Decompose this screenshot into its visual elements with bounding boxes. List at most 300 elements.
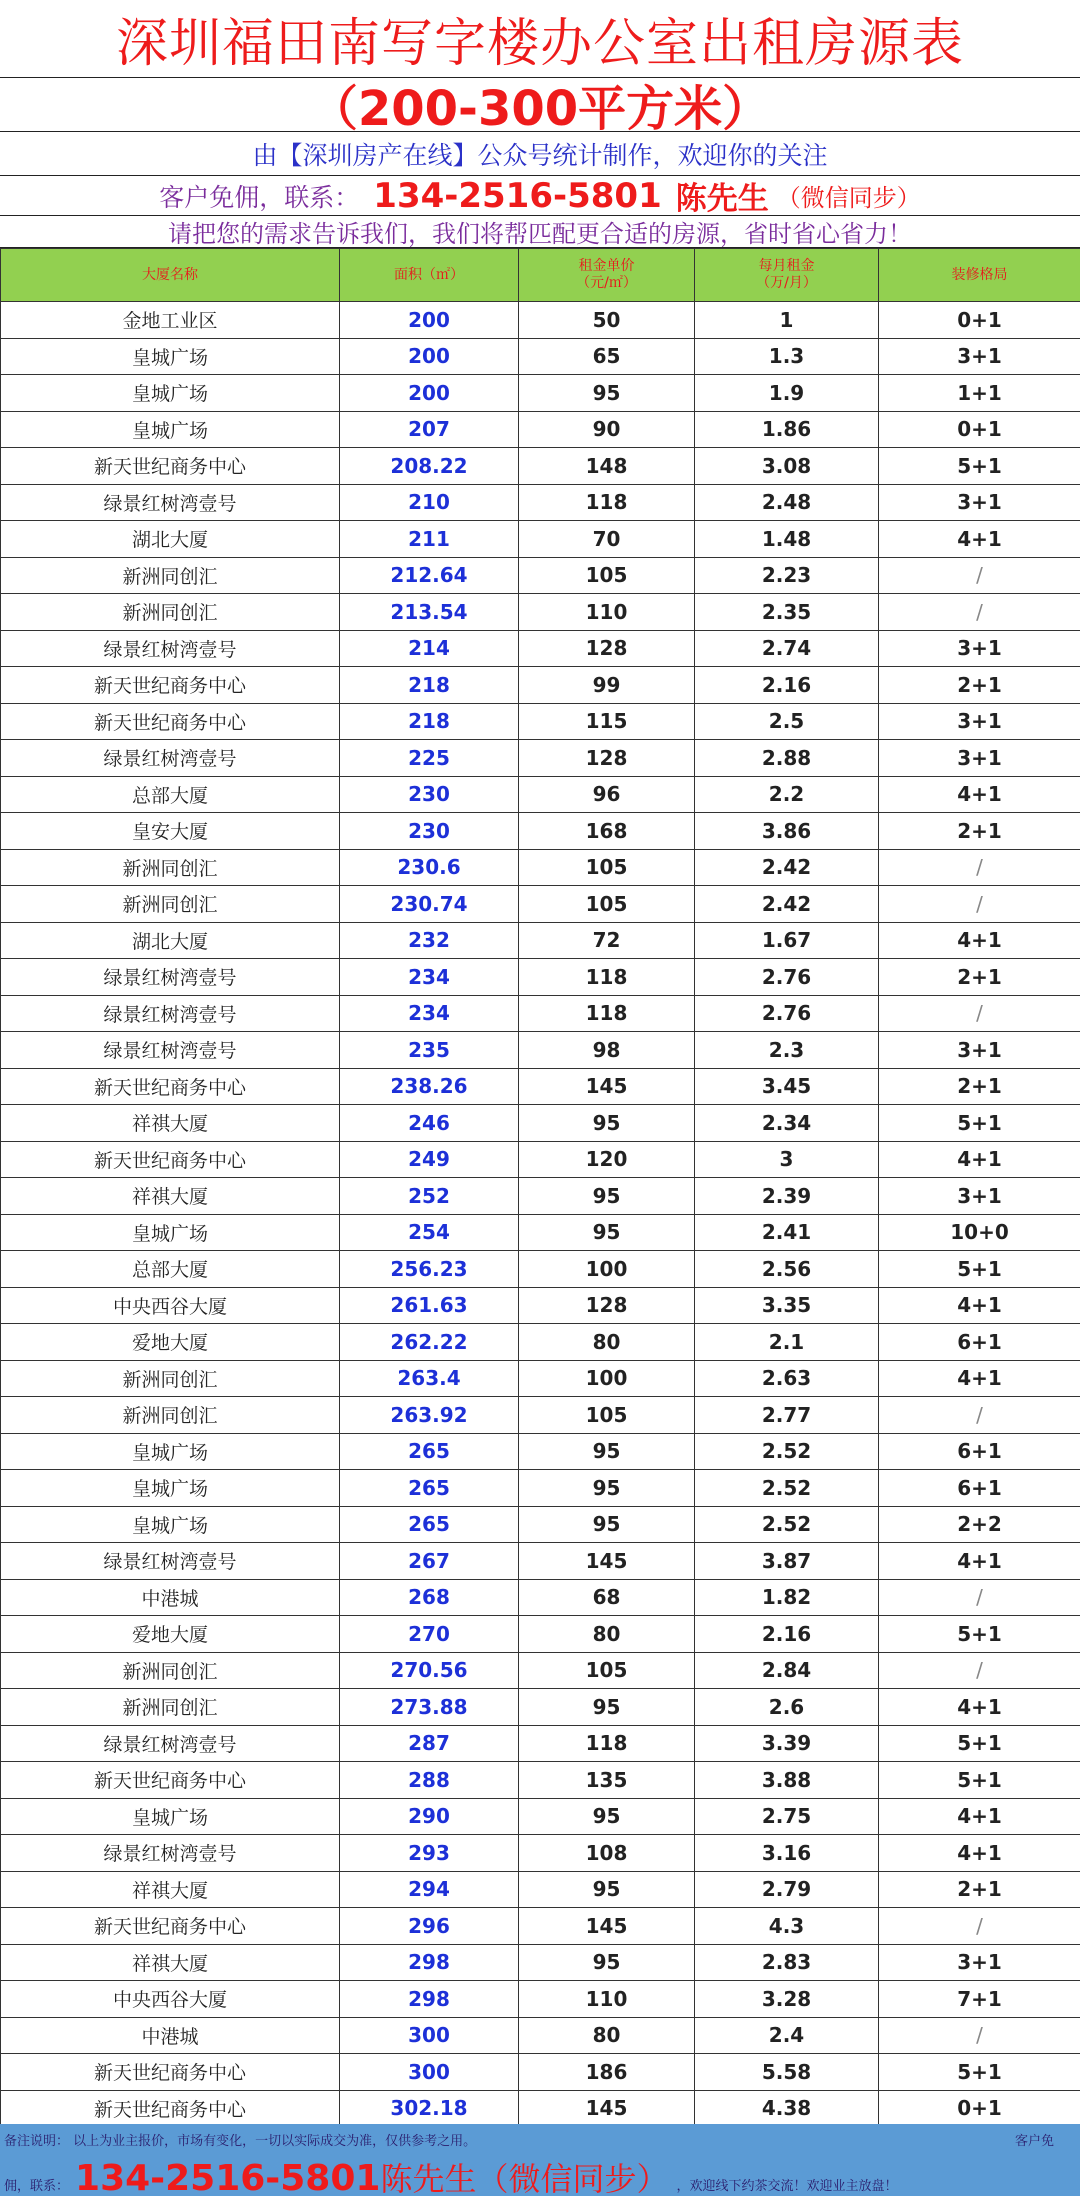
table-row bbox=[1, 1032, 1080, 1069]
monthly-rent-value: 3.08 bbox=[695, 448, 879, 485]
table-row bbox=[1, 1652, 1080, 1689]
monthly-rent-value: 2.35 bbox=[695, 594, 879, 631]
unit-price-value: 80 bbox=[519, 2017, 695, 2054]
monthly-rent-value: 1.67 bbox=[695, 922, 879, 959]
monthly-rent-value: 2.23 bbox=[695, 557, 879, 594]
layout-value: 6+1 bbox=[879, 1470, 1080, 1507]
layout-value: 4+1 bbox=[879, 1287, 1080, 1324]
unit-price-value: 105 bbox=[519, 886, 695, 923]
table-row bbox=[1, 411, 1080, 448]
area-value: 300 bbox=[340, 2054, 519, 2091]
unit-price-value: 95 bbox=[519, 1470, 695, 1507]
page-title: 深圳福田南写字楼办公室出租房源表 bbox=[0, 0, 1080, 78]
building-name: 新天世纪商务中心 bbox=[1, 703, 340, 740]
unit-price-value: 80 bbox=[519, 1616, 695, 1653]
monthly-rent-value: 2.52 bbox=[695, 1506, 879, 1543]
monthly-rent-value: 2.75 bbox=[695, 1798, 879, 1835]
contact-line bbox=[0, 176, 1080, 216]
layout-value: / bbox=[879, 1652, 1080, 1689]
layout-value: / bbox=[879, 995, 1080, 1032]
area-value: 212.64 bbox=[340, 557, 519, 594]
building-name: 绿景红树湾壹号 bbox=[1, 959, 340, 996]
table-row bbox=[1, 1397, 1080, 1434]
area-value: 234 bbox=[340, 995, 519, 1032]
table-header-row bbox=[1, 249, 1080, 302]
footer-note: 备注说明： 以上为业主报价，市场有变化，一切以实际成交为准，仅供参考之用。 bbox=[4, 2130, 476, 2149]
listing-table bbox=[0, 248, 1080, 2127]
unit-price-value: 118 bbox=[519, 484, 695, 521]
column-header-label: 面积（㎡） bbox=[340, 267, 518, 284]
table-row bbox=[1, 448, 1080, 485]
unit-price-value: 145 bbox=[519, 1543, 695, 1580]
layout-value: 5+1 bbox=[879, 1616, 1080, 1653]
unit-price-value: 95 bbox=[519, 1689, 695, 1726]
area-value: 263.4 bbox=[340, 1360, 519, 1397]
column-header-label: 大厦名称 bbox=[1, 267, 339, 284]
building-name: 皇城广场 bbox=[1, 1433, 340, 1470]
area-value: 252 bbox=[340, 1178, 519, 1215]
unit-price-value: 99 bbox=[519, 667, 695, 704]
layout-value: / bbox=[879, 1908, 1080, 1945]
area-value: 230.74 bbox=[340, 886, 519, 923]
unit-price-value: 100 bbox=[519, 1360, 695, 1397]
table-row bbox=[1, 1981, 1080, 2018]
building-name: 绿景红树湾壹号 bbox=[1, 484, 340, 521]
layout-value: 5+1 bbox=[879, 2054, 1080, 2091]
unit-price-value: 105 bbox=[519, 557, 695, 594]
monthly-rent-value: 1.86 bbox=[695, 411, 879, 448]
unit-price-value: 95 bbox=[519, 375, 695, 412]
area-value: 213.54 bbox=[340, 594, 519, 631]
area-value: 298 bbox=[340, 1981, 519, 2018]
table-row bbox=[1, 1579, 1080, 1616]
building-name: 皇城广场 bbox=[1, 1214, 340, 1251]
layout-value: 10+0 bbox=[879, 1214, 1080, 1251]
column-header-label: 每月租金 bbox=[695, 258, 878, 275]
table-row bbox=[1, 484, 1080, 521]
unit-price-value: 95 bbox=[519, 1178, 695, 1215]
layout-value: / bbox=[879, 594, 1080, 631]
table-row bbox=[1, 302, 1080, 339]
layout-value: 5+1 bbox=[879, 1762, 1080, 1799]
table-row bbox=[1, 1908, 1080, 1945]
unit-price-value: 100 bbox=[519, 1251, 695, 1288]
unit-price-value: 148 bbox=[519, 448, 695, 485]
table-body bbox=[1, 302, 1080, 2127]
building-name: 总部大厦 bbox=[1, 1251, 340, 1288]
table-row bbox=[1, 1944, 1080, 1981]
layout-value: 2+1 bbox=[879, 813, 1080, 850]
table-row bbox=[1, 1251, 1080, 1288]
area-value: 200 bbox=[340, 375, 519, 412]
building-name: 新洲同创汇 bbox=[1, 1652, 340, 1689]
monthly-rent-value: 2.5 bbox=[695, 703, 879, 740]
area-value: 261.63 bbox=[340, 1287, 519, 1324]
layout-value: / bbox=[879, 2017, 1080, 2054]
table-row bbox=[1, 1105, 1080, 1142]
building-name: 皇城广场 bbox=[1, 1506, 340, 1543]
table-row bbox=[1, 849, 1080, 886]
unit-price-value: 145 bbox=[519, 1068, 695, 1105]
unit-price-value: 95 bbox=[519, 1214, 695, 1251]
wechat-note: （微信同步） bbox=[777, 178, 921, 213]
column-header-area bbox=[340, 249, 519, 302]
layout-value: 0+1 bbox=[879, 411, 1080, 448]
building-name: 祥祺大厦 bbox=[1, 1105, 340, 1142]
monthly-rent-value: 2.52 bbox=[695, 1433, 879, 1470]
building-name: 中港城 bbox=[1, 2017, 340, 2054]
area-value: 288 bbox=[340, 1762, 519, 1799]
column-header-building bbox=[1, 249, 340, 302]
layout-value: / bbox=[879, 849, 1080, 886]
monthly-rent-value: 2.41 bbox=[695, 1214, 879, 1251]
table-row bbox=[1, 922, 1080, 959]
building-name: 新天世纪商务中心 bbox=[1, 1141, 340, 1178]
layout-value: 3+1 bbox=[879, 338, 1080, 375]
layout-value: / bbox=[879, 1397, 1080, 1434]
area-value: 235 bbox=[340, 1032, 519, 1069]
layout-value: 2+1 bbox=[879, 1871, 1080, 1908]
building-name: 爱地大厦 bbox=[1, 1324, 340, 1361]
area-value: 293 bbox=[340, 1835, 519, 1872]
monthly-rent-value: 2.34 bbox=[695, 1105, 879, 1142]
table-row bbox=[1, 1433, 1080, 1470]
monthly-rent-value: 2.88 bbox=[695, 740, 879, 777]
area-value: 230.6 bbox=[340, 849, 519, 886]
monthly-rent-value: 2.4 bbox=[695, 2017, 879, 2054]
table-row bbox=[1, 1725, 1080, 1762]
building-name: 绿景红树湾壹号 bbox=[1, 995, 340, 1032]
monthly-rent-value: 2.79 bbox=[695, 1871, 879, 1908]
layout-value: / bbox=[879, 1579, 1080, 1616]
layout-value: 3+1 bbox=[879, 484, 1080, 521]
building-name: 新洲同创汇 bbox=[1, 594, 340, 631]
building-name: 中港城 bbox=[1, 1579, 340, 1616]
footer-name: 陈先生（微信同步） bbox=[380, 2154, 668, 2200]
building-name: 湖北大厦 bbox=[1, 922, 340, 959]
monthly-rent-value: 2.3 bbox=[695, 1032, 879, 1069]
layout-value: 4+1 bbox=[879, 521, 1080, 558]
monthly-rent-value: 2.52 bbox=[695, 1470, 879, 1507]
unit-price-value: 168 bbox=[519, 813, 695, 850]
unit-price-value: 118 bbox=[519, 995, 695, 1032]
unit-price-value: 80 bbox=[519, 1324, 695, 1361]
building-name: 皇城广场 bbox=[1, 375, 340, 412]
page-subtitle: （200-300平方米） bbox=[0, 78, 1080, 132]
table-row bbox=[1, 1543, 1080, 1580]
column-header-label: 装修格局 bbox=[879, 267, 1080, 284]
layout-value: 4+1 bbox=[879, 1543, 1080, 1580]
area-value: 294 bbox=[340, 1871, 519, 1908]
building-name: 新天世纪商务中心 bbox=[1, 448, 340, 485]
layout-value: 2+2 bbox=[879, 1506, 1080, 1543]
monthly-rent-value: 3.28 bbox=[695, 1981, 879, 2018]
area-value: 225 bbox=[340, 740, 519, 777]
unit-price-value: 95 bbox=[519, 1105, 695, 1142]
layout-value: 4+1 bbox=[879, 1689, 1080, 1726]
building-name: 新天世纪商务中心 bbox=[1, 667, 340, 704]
column-header-label: 租金单价 bbox=[519, 258, 694, 275]
layout-value: 5+1 bbox=[879, 1105, 1080, 1142]
unit-price-value: 95 bbox=[519, 1433, 695, 1470]
unit-price-value: 108 bbox=[519, 1835, 695, 1872]
building-name: 皇城广场 bbox=[1, 1798, 340, 1835]
layout-value: 4+1 bbox=[879, 1835, 1080, 1872]
table-row bbox=[1, 740, 1080, 777]
table-row bbox=[1, 1214, 1080, 1251]
unit-price-value: 72 bbox=[519, 922, 695, 959]
area-value: 267 bbox=[340, 1543, 519, 1580]
building-name: 绿景红树湾壹号 bbox=[1, 1032, 340, 1069]
footer-contact bbox=[4, 2154, 897, 2200]
table-row bbox=[1, 1835, 1080, 1872]
monthly-rent-value: 2.42 bbox=[695, 886, 879, 923]
table-row bbox=[1, 1178, 1080, 1215]
table-row bbox=[1, 1360, 1080, 1397]
building-name: 新天世纪商务中心 bbox=[1, 2090, 340, 2127]
area-value: 287 bbox=[340, 1725, 519, 1762]
column-header-unit: （万/月） bbox=[695, 275, 878, 292]
building-name: 新洲同创汇 bbox=[1, 1397, 340, 1434]
table-row bbox=[1, 1871, 1080, 1908]
area-value: 265 bbox=[340, 1433, 519, 1470]
building-name: 新天世纪商务中心 bbox=[1, 1068, 340, 1105]
building-name: 金地工业区 bbox=[1, 302, 340, 339]
monthly-rent-value: 1.3 bbox=[695, 338, 879, 375]
monthly-rent-value: 4.38 bbox=[695, 2090, 879, 2127]
unit-price-value: 105 bbox=[519, 1652, 695, 1689]
table-row bbox=[1, 667, 1080, 704]
monthly-rent-value: 2.48 bbox=[695, 484, 879, 521]
area-value: 300 bbox=[340, 2017, 519, 2054]
footer-phone[interactable]: 134-2516-5801 bbox=[75, 2158, 380, 2199]
monthly-rent-value: 3.87 bbox=[695, 1543, 879, 1580]
unit-price-value: 96 bbox=[519, 776, 695, 813]
unit-price-value: 110 bbox=[519, 1981, 695, 2018]
area-value: 238.26 bbox=[340, 1068, 519, 1105]
table-row bbox=[1, 338, 1080, 375]
column-header-monthly-rent bbox=[695, 249, 879, 302]
building-name: 总部大厦 bbox=[1, 776, 340, 813]
unit-price-value: 135 bbox=[519, 1762, 695, 1799]
area-value: 200 bbox=[340, 302, 519, 339]
layout-value: 5+1 bbox=[879, 1251, 1080, 1288]
layout-value: 6+1 bbox=[879, 1324, 1080, 1361]
monthly-rent-value: 2.16 bbox=[695, 1616, 879, 1653]
table-row bbox=[1, 1470, 1080, 1507]
area-value: 210 bbox=[340, 484, 519, 521]
layout-value: 3+1 bbox=[879, 1178, 1080, 1215]
area-value: 254 bbox=[340, 1214, 519, 1251]
unit-price-value: 95 bbox=[519, 1798, 695, 1835]
monthly-rent-value: 1.9 bbox=[695, 375, 879, 412]
table-row bbox=[1, 2017, 1080, 2054]
building-name: 绿景红树湾壹号 bbox=[1, 1725, 340, 1762]
table-row bbox=[1, 375, 1080, 412]
unit-price-value: 118 bbox=[519, 1725, 695, 1762]
area-value: 262.22 bbox=[340, 1324, 519, 1361]
monthly-rent-value: 2.2 bbox=[695, 776, 879, 813]
layout-value: 4+1 bbox=[879, 1798, 1080, 1835]
unit-price-value: 120 bbox=[519, 1141, 695, 1178]
unit-price-value: 115 bbox=[519, 703, 695, 740]
monthly-rent-value: 2.16 bbox=[695, 667, 879, 704]
unit-price-value: 186 bbox=[519, 2054, 695, 2091]
monthly-rent-value: 2.39 bbox=[695, 1178, 879, 1215]
unit-price-value: 95 bbox=[519, 1506, 695, 1543]
building-name: 新天世纪商务中心 bbox=[1, 2054, 340, 2091]
area-value: 246 bbox=[340, 1105, 519, 1142]
building-name: 新洲同创汇 bbox=[1, 886, 340, 923]
table-row bbox=[1, 813, 1080, 850]
unit-price-value: 95 bbox=[519, 1944, 695, 1981]
unit-price-value: 68 bbox=[519, 1579, 695, 1616]
unit-price-value: 70 bbox=[519, 521, 695, 558]
area-value: 256.23 bbox=[340, 1251, 519, 1288]
monthly-rent-value: 1.48 bbox=[695, 521, 879, 558]
layout-value: 1+1 bbox=[879, 375, 1080, 412]
table-row bbox=[1, 1506, 1080, 1543]
layout-value: 2+1 bbox=[879, 1068, 1080, 1105]
monthly-rent-value: 3.35 bbox=[695, 1287, 879, 1324]
table-row bbox=[1, 776, 1080, 813]
unit-price-value: 50 bbox=[519, 302, 695, 339]
building-name: 皇城广场 bbox=[1, 338, 340, 375]
layout-value: 6+1 bbox=[879, 1433, 1080, 1470]
building-name: 皇城广场 bbox=[1, 411, 340, 448]
area-value: 249 bbox=[340, 1141, 519, 1178]
building-name: 新洲同创汇 bbox=[1, 849, 340, 886]
monthly-rent-value: 5.58 bbox=[695, 2054, 879, 2091]
layout-value: / bbox=[879, 557, 1080, 594]
building-name: 绿景红树湾壹号 bbox=[1, 1543, 340, 1580]
contact-name: 陈先生 bbox=[676, 173, 769, 218]
layout-value: 3+1 bbox=[879, 1032, 1080, 1069]
table-row bbox=[1, 1068, 1080, 1105]
footer-contact-prefix: 佣，联系： bbox=[4, 2175, 69, 2194]
contact-phone[interactable]: 134-2516-5801 bbox=[373, 176, 661, 216]
column-header-layout bbox=[879, 249, 1080, 302]
area-value: 302.18 bbox=[340, 2090, 519, 2127]
layout-value: 5+1 bbox=[879, 448, 1080, 485]
area-value: 298 bbox=[340, 1944, 519, 1981]
made-by-text: 由【深圳房产在线】公众号统计制作，欢迎你的关注 bbox=[0, 132, 1080, 176]
monthly-rent-value: 3.88 bbox=[695, 1762, 879, 1799]
area-value: 234 bbox=[340, 959, 519, 996]
building-name: 皇安大厦 bbox=[1, 813, 340, 850]
layout-value: 4+1 bbox=[879, 1141, 1080, 1178]
area-value: 273.88 bbox=[340, 1689, 519, 1726]
monthly-rent-value: 2.74 bbox=[695, 630, 879, 667]
area-value: 232 bbox=[340, 922, 519, 959]
monthly-rent-value: 2.83 bbox=[695, 1944, 879, 1981]
unit-price-value: 110 bbox=[519, 594, 695, 631]
layout-value: 3+1 bbox=[879, 703, 1080, 740]
building-name: 湖北大厦 bbox=[1, 521, 340, 558]
monthly-rent-value: 3.86 bbox=[695, 813, 879, 850]
layout-value: 5+1 bbox=[879, 1725, 1080, 1762]
table-row bbox=[1, 2090, 1080, 2127]
area-value: 230 bbox=[340, 813, 519, 850]
table-row bbox=[1, 1616, 1080, 1653]
monthly-rent-value: 1.82 bbox=[695, 1579, 879, 1616]
column-header-unit: （元/㎡） bbox=[519, 275, 694, 292]
monthly-rent-value: 3.45 bbox=[695, 1068, 879, 1105]
footer-welcome: ，欢迎线下约茶交流！欢迎业主放盘！ bbox=[676, 2175, 897, 2194]
table-row bbox=[1, 1324, 1080, 1361]
monthly-rent-value: 2.76 bbox=[695, 959, 879, 996]
monthly-rent-value: 3 bbox=[695, 1141, 879, 1178]
monthly-rent-value: 2.77 bbox=[695, 1397, 879, 1434]
monthly-rent-value: 3.39 bbox=[695, 1725, 879, 1762]
layout-value: 0+1 bbox=[879, 302, 1080, 339]
layout-value: 3+1 bbox=[879, 1944, 1080, 1981]
table-row bbox=[1, 1798, 1080, 1835]
building-name: 绿景红树湾壹号 bbox=[1, 630, 340, 667]
footer-bar bbox=[0, 2124, 1080, 2196]
monthly-rent-value: 2.56 bbox=[695, 1251, 879, 1288]
building-name: 祥祺大厦 bbox=[1, 1944, 340, 1981]
area-value: 270 bbox=[340, 1616, 519, 1653]
table-row bbox=[1, 521, 1080, 558]
area-value: 218 bbox=[340, 703, 519, 740]
building-name: 新天世纪商务中心 bbox=[1, 1762, 340, 1799]
building-name: 新洲同创汇 bbox=[1, 557, 340, 594]
unit-price-value: 145 bbox=[519, 1908, 695, 1945]
unit-price-value: 118 bbox=[519, 959, 695, 996]
table-row bbox=[1, 2054, 1080, 2091]
building-name: 新洲同创汇 bbox=[1, 1689, 340, 1726]
layout-value: 3+1 bbox=[879, 630, 1080, 667]
layout-value: 2+1 bbox=[879, 959, 1080, 996]
layout-value: 3+1 bbox=[879, 740, 1080, 777]
unit-price-value: 128 bbox=[519, 740, 695, 777]
building-name: 新洲同创汇 bbox=[1, 1360, 340, 1397]
monthly-rent-value: 2.63 bbox=[695, 1360, 879, 1397]
unit-price-value: 105 bbox=[519, 1397, 695, 1434]
area-value: 208.22 bbox=[340, 448, 519, 485]
layout-value: 7+1 bbox=[879, 1981, 1080, 2018]
area-value: 263.92 bbox=[340, 1397, 519, 1434]
area-value: 268 bbox=[340, 1579, 519, 1616]
monthly-rent-value: 4.3 bbox=[695, 1908, 879, 1945]
building-name: 皇城广场 bbox=[1, 1470, 340, 1507]
unit-price-value: 90 bbox=[519, 411, 695, 448]
monthly-rent-value: 2.76 bbox=[695, 995, 879, 1032]
monthly-rent-value: 2.42 bbox=[695, 849, 879, 886]
unit-price-value: 145 bbox=[519, 2090, 695, 2127]
table-row bbox=[1, 1762, 1080, 1799]
contact-prefix: 客户免佣，联系： bbox=[159, 178, 359, 214]
building-name: 新天世纪商务中心 bbox=[1, 1908, 340, 1945]
layout-value: / bbox=[879, 886, 1080, 923]
table-row bbox=[1, 703, 1080, 740]
table-row bbox=[1, 1141, 1080, 1178]
table-row bbox=[1, 1689, 1080, 1726]
unit-price-value: 128 bbox=[519, 1287, 695, 1324]
unit-price-value: 128 bbox=[519, 630, 695, 667]
layout-value: 2+1 bbox=[879, 667, 1080, 704]
building-name: 绿景红树湾壹号 bbox=[1, 740, 340, 777]
building-name: 中央西谷大厦 bbox=[1, 1981, 340, 2018]
building-name: 祥祺大厦 bbox=[1, 1871, 340, 1908]
slogan-text: 请把您的需求告诉我们，我们将帮匹配更合适的房源，省时省心省力！ bbox=[0, 216, 1080, 248]
area-value: 214 bbox=[340, 630, 519, 667]
area-value: 265 bbox=[340, 1506, 519, 1543]
building-name: 绿景红树湾壹号 bbox=[1, 1835, 340, 1872]
monthly-rent-value: 2.6 bbox=[695, 1689, 879, 1726]
area-value: 296 bbox=[340, 1908, 519, 1945]
